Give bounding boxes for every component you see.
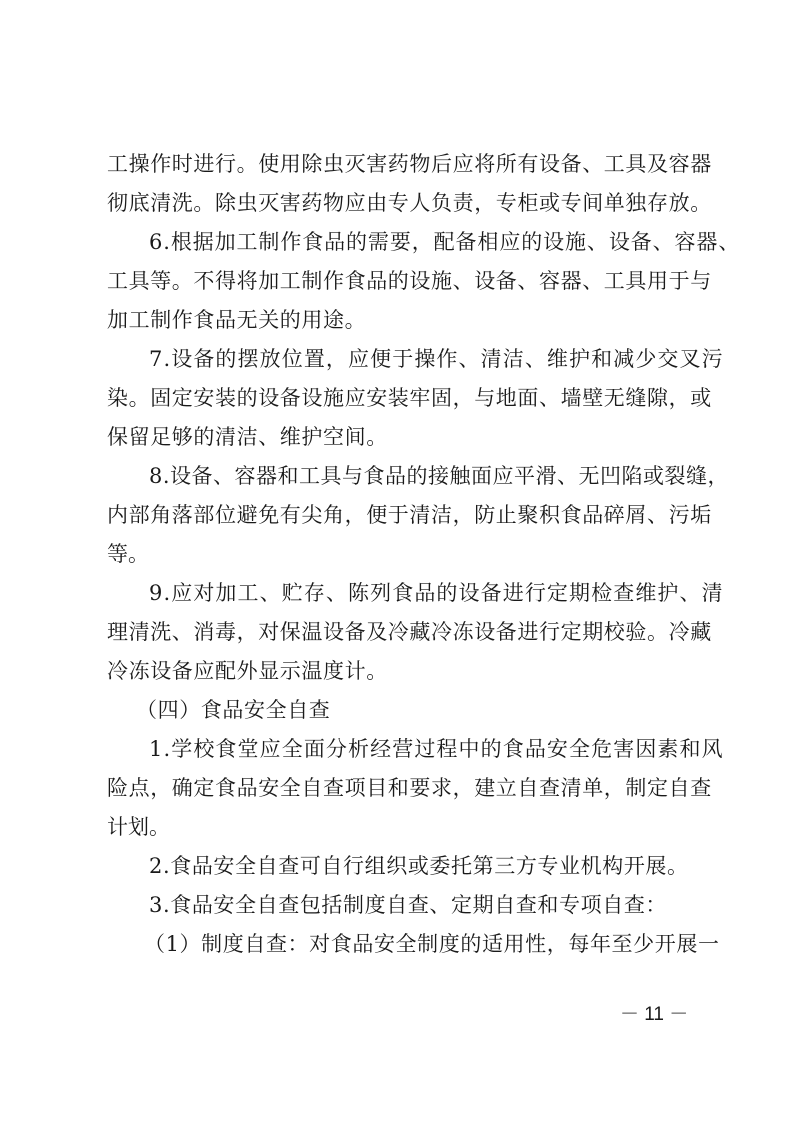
text-line: 8.设备、容器和工具与食品的接触面应平滑、无凹陷或裂缝， bbox=[149, 464, 730, 488]
text-line: （1）制度自查：对食品安全制度的适用性，每年至少开展一 bbox=[144, 932, 720, 956]
text-line: 1.学校食堂应全面分析经营过程中的食品安全危害因素和风 bbox=[149, 737, 724, 761]
text-line: 工具等。不得将加工制作食品的设施、设备、容器、工具用于与 bbox=[107, 269, 712, 293]
text-line: 理清洗、消毒，对保温设备及冷藏冷冻设备进行定期校验。冷藏 bbox=[107, 620, 712, 644]
text-line: 7.设备的摆放位置，应便于操作、清洁、维护和减少交叉污 bbox=[149, 347, 724, 371]
text-line: 彻底清洗。除虫灭害药物应由专人负责，专柜或专间单独存放。 bbox=[107, 191, 712, 215]
text-line: 3.食品安全自查包括制度自查、定期自查和专项自查： bbox=[149, 893, 668, 917]
text-line: 计划。 bbox=[107, 815, 170, 839]
text-line: 工操作时进行。使用除虫灭害药物后应将所有设备、工具及容器 bbox=[107, 152, 712, 176]
text-line: 9.应对加工、贮存、陈列食品的设备进行定期检查维护、清 bbox=[149, 581, 724, 605]
text-line: 险点，确定食品安全自查项目和要求，建立自查清单，制定自查 bbox=[107, 776, 712, 800]
text-line: 染。固定安装的设备设施应安装牢固，与地面、墙壁无缝隙，或 bbox=[107, 386, 712, 410]
text-line: 等。 bbox=[107, 542, 149, 566]
text-line: 内部角落部位避免有尖角，便于清洁，防止聚积食品碎屑、污垢 bbox=[107, 503, 712, 527]
section-heading: （四）食品安全自查 bbox=[136, 698, 331, 722]
text-line: 冷冻设备应配外显示温度计。 bbox=[107, 659, 388, 683]
text-line: 保留足够的清洁、维护空间。 bbox=[107, 425, 388, 449]
text-line: 2.食品安全自查可自行组织或委托第三方专业机构开展。 bbox=[149, 854, 689, 878]
page-number: － 11 － bbox=[620, 1004, 689, 1025]
text-line: 加工制作食品无关的用途。 bbox=[107, 308, 367, 332]
text-line: 6.根据加工制作食品的需要，配备相应的设施、设备、容器、 bbox=[149, 230, 741, 254]
